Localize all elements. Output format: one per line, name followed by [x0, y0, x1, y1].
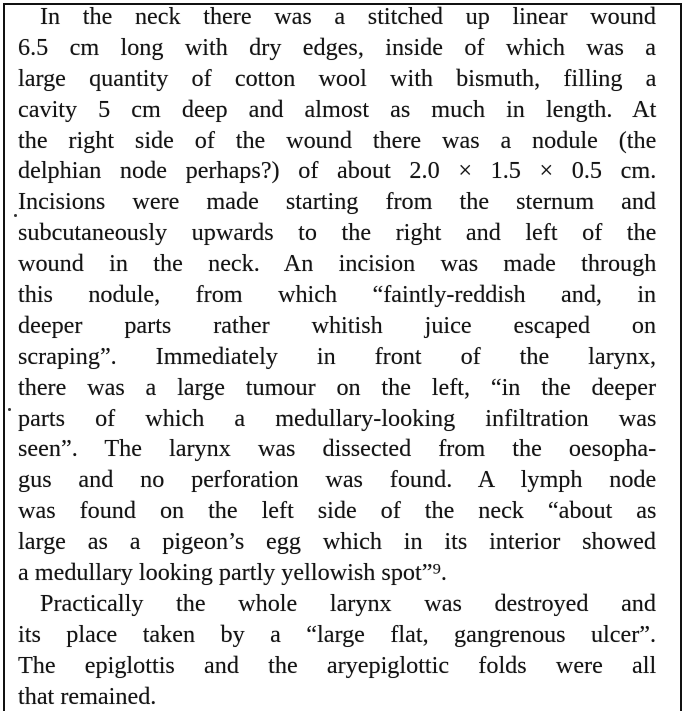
text-line: Incisions were made starting from the sternum and [18, 188, 657, 216]
text-line: there was a large tumour on the left, “in the deeper [18, 373, 656, 401]
text-line: cavity 5 cm deep and almost as much in length. At [18, 95, 657, 123]
text-line: large quantity of cotton wool with bismuth, filling a [18, 64, 657, 92]
text-line: a medullary looking partly yellowish spot”⁹. [18, 559, 447, 587]
scan-speck [8, 408, 11, 411]
paragraph-1 [18, 2, 656, 589]
text-line: this nodule, from which “faintly-reddish and, in [18, 281, 657, 309]
text-line: seen”. The larynx was dissected from the oesopha- [18, 435, 657, 463]
text-line: scraping”. Immediately in front of the larynx, [18, 342, 656, 370]
paragraph-2 [18, 589, 656, 713]
text-line: the right side of the wound there was a nodule (the [18, 126, 657, 154]
text-line: In the neck there was a stitched up linear wound [40, 3, 656, 30]
text-line: delphian node perhaps?) of about 2.0 × 1.5 × 0.5 cm. [18, 157, 657, 185]
text-line: its place taken by a “large flat, gangrenous ulcer”. [18, 620, 657, 648]
text-line: 6.5 cm long with dry edges, inside of which was a [18, 33, 657, 61]
text-line: that remained. [18, 682, 157, 710]
text-line: large as a pigeon’s egg which in its interior showed [18, 528, 656, 556]
text-line: The epiglottis and the aryepiglottic folds were all [18, 651, 657, 679]
text-line: deeper parts rather whitish juice escaped on [18, 311, 657, 339]
body-text [18, 2, 656, 712]
scan-speck [14, 214, 17, 217]
text-line: was found on the left side of the neck “about as [18, 497, 657, 525]
text-line: subcutaneously upwards to the right and left of the [18, 219, 657, 247]
text-line: gus and no perforation was found. A lymph node [18, 466, 657, 494]
text-line: wound in the neck. An incision was made through [18, 250, 657, 278]
text-line: parts of which a medullary-looking infiltration was [18, 404, 657, 432]
text-line: Practically the whole larynx was destroyed and [40, 589, 656, 617]
